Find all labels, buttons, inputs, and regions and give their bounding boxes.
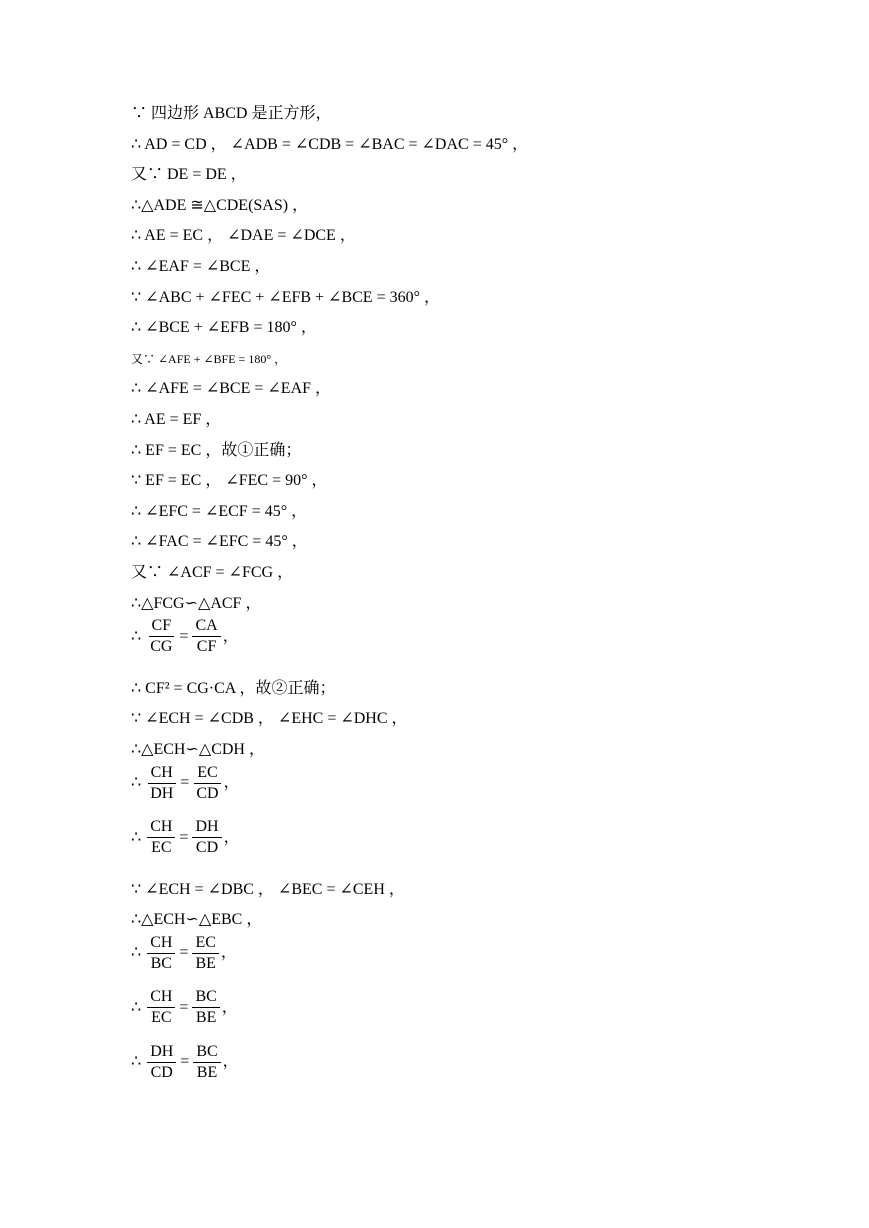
fraction-numerator: DH [147, 1042, 176, 1063]
fraction [147, 933, 175, 974]
proof-line [131, 318, 317, 338]
proof-line-text: ∴△ECH∽△CDH ， [131, 740, 265, 758]
fraction-numerator: DH [192, 817, 221, 838]
therefore-symbol: ∴ [131, 627, 142, 645]
fraction-numerator: EC [194, 763, 220, 784]
equals-sign: = [179, 944, 189, 962]
proof-line [131, 349, 286, 369]
proof-line [131, 740, 265, 760]
proof-line [131, 257, 270, 277]
proof-line [131, 563, 293, 583]
proof-fraction-line [131, 987, 238, 1028]
fraction-numerator: CF [149, 616, 175, 637]
proof-line [131, 288, 440, 308]
proof-line-text: ∵ EF = EC ， ∠FEC = 90° ， [131, 472, 328, 490]
proof-line-text: ∴ AD = CD ， ∠ADB = ∠CDB = ∠BAC = ∠DAC = 45° ， [131, 135, 529, 153]
proof-line [131, 226, 356, 246]
punctuation: ， [220, 944, 237, 962]
therefore-symbol: ∴ [131, 1053, 142, 1071]
proof-fraction-line [131, 616, 239, 657]
equals-sign: = [179, 998, 189, 1016]
fraction-denominator: CD [196, 784, 219, 802]
fraction-numerator: CA [192, 616, 220, 637]
proof-line [131, 196, 308, 216]
proof-line-text: 又∵ DE = DE ， [131, 166, 247, 184]
proof-line [131, 135, 528, 155]
proof-line-text: ∴△ADE ≅△CDE(SAS) ， [131, 196, 309, 214]
proof-line-text: ∴ ∠FAC = ∠EFC = 45° ， [131, 533, 308, 551]
fraction [192, 933, 218, 974]
fraction [147, 1042, 176, 1083]
proof-line-text: ∵ ∠ABC + ∠FEC + ∠EFB + ∠BCE = 360° ， [131, 288, 441, 306]
equals-sign: = [179, 828, 189, 846]
proof-line-text: ∴△FCG∽△ACF ， [131, 594, 262, 612]
proof-line [131, 910, 262, 930]
fraction-denominator: CD [195, 839, 219, 856]
proof-line-text: ∵ ∠ECH = ∠CDB ， ∠EHC = ∠DHC ， [131, 710, 408, 728]
punctuation: ， [223, 828, 240, 846]
proof-fraction-line [131, 933, 237, 974]
proof-fraction-line [131, 817, 240, 858]
fraction-numerator: CH [147, 987, 175, 1008]
proof-line-text: ∵ 四边形 ABCD 是正方形， [131, 105, 332, 122]
fraction [192, 616, 220, 657]
fraction-denominator: BE [196, 1063, 218, 1081]
therefore-symbol: ∴ [131, 774, 142, 791]
proof-line [131, 441, 301, 461]
fraction-numerator: CH [147, 933, 175, 954]
fraction-numerator: BC [193, 1042, 220, 1063]
proof-line-text: ∴ ∠EAF = ∠BCE ， [131, 258, 271, 275]
proof-line-text: 又∵ ∠ACF = ∠FCG ， [131, 564, 294, 581]
proof-line-text: ∴ AE = EF ， [131, 411, 222, 428]
proof-line-text: 又∵ ∠AFE + ∠BFE = 180° ， [131, 351, 287, 366]
fraction-numerator: BC [192, 987, 219, 1008]
fraction-denominator: BE [195, 954, 216, 972]
fraction [193, 1042, 220, 1083]
punctuation: ， [221, 998, 238, 1016]
fraction-denominator: DH [150, 784, 174, 802]
punctuation: ， [223, 774, 240, 791]
fraction-numerator: CH [147, 817, 175, 838]
fraction-denominator: BE [195, 1009, 217, 1027]
proof-line-text: ∴ ∠BCE + ∠EFB = 180° ， [131, 319, 317, 337]
proof-line [131, 532, 308, 552]
fraction-denominator: CG [150, 638, 173, 656]
therefore-symbol: ∴ [131, 998, 142, 1016]
punctuation: ， [222, 1053, 239, 1071]
fraction-denominator: EC [151, 839, 172, 856]
fraction-numerator: EC [192, 933, 218, 954]
proof-line-text: ∴ CF² = CG·CA ，故②正确； [131, 679, 336, 697]
equals-sign: = [179, 627, 189, 645]
proof-line [131, 709, 408, 729]
proof-fraction-line [131, 763, 240, 804]
therefore-symbol: ∴ [131, 828, 142, 846]
fraction-denominator: CD [150, 1063, 173, 1081]
therefore-symbol: ∴ [131, 944, 142, 962]
proof-line [131, 104, 331, 124]
proof-fraction-line [131, 1042, 239, 1083]
fraction-denominator: CF [196, 638, 217, 656]
fraction [147, 817, 175, 858]
proof-line [131, 165, 247, 185]
equals-sign: = [180, 1053, 190, 1071]
fraction [147, 616, 175, 657]
proof-line-text: ∴ ∠EFC = ∠ECF = 45° ， [131, 502, 308, 520]
punctuation: ， [222, 627, 239, 645]
fraction [192, 817, 221, 858]
fraction-denominator: BC [150, 954, 172, 972]
proof-line-text: ∵ ∠ECH = ∠DBC ， ∠BEC = ∠CEH ， [131, 880, 405, 898]
proof-line [131, 880, 405, 900]
proof-line-text: ∴ AE = EC ， ∠DAE = ∠DCE ， [131, 227, 356, 245]
fraction [193, 763, 221, 804]
fraction [192, 987, 219, 1028]
proof-line-text: ∴△ECH∽△EBC ， [131, 911, 263, 929]
equals-sign: = [180, 774, 190, 791]
proof-line-text: ∴ ∠AFE = ∠BCE = ∠EAF ， [131, 380, 332, 398]
fraction [147, 987, 175, 1028]
proof-line [131, 379, 331, 399]
proof-line [131, 679, 335, 699]
proof-line [131, 502, 307, 522]
fraction-numerator: CH [148, 763, 176, 784]
proof-line [131, 410, 221, 430]
fraction-denominator: EC [151, 1009, 172, 1027]
proof-line [131, 594, 261, 614]
proof-line-text: ∴ EF = EC ，故①正确； [131, 441, 302, 459]
proof-line [131, 471, 328, 491]
fraction [147, 763, 176, 804]
